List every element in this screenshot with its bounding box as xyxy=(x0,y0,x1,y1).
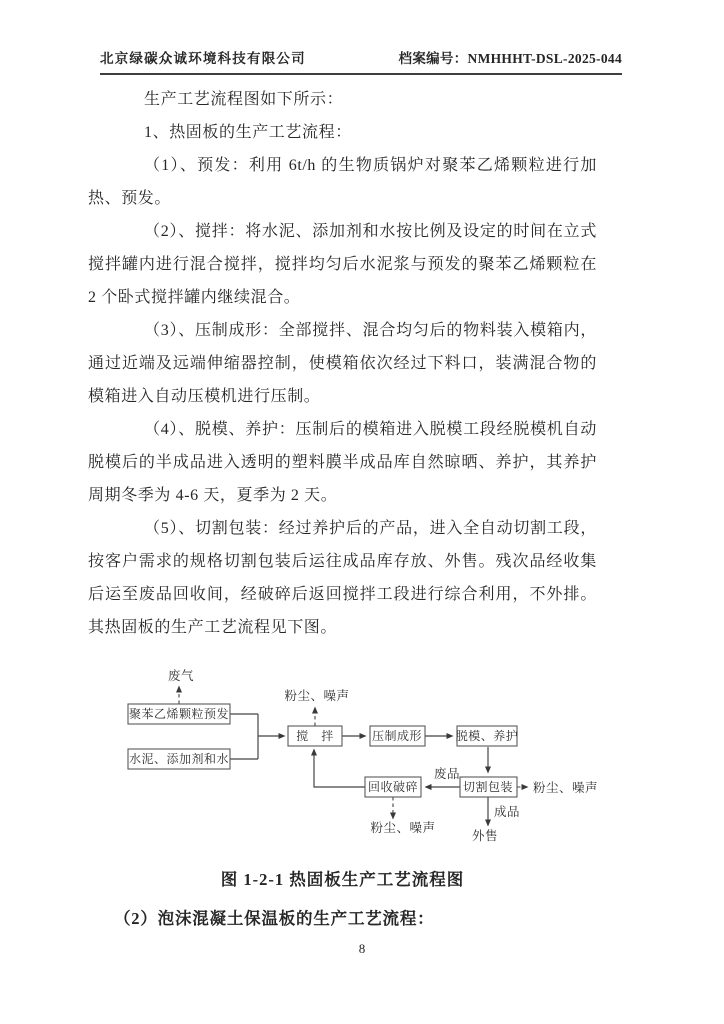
body-paragraph: （5）、切割包装：经过养护后的产品，进入全自动切割工段，按客户需求的规格切割包装后运往成品库存放、外售。残次品经收集后运至废品回收间，经破碎后返回搅拌工段进行综合利用，不外排。其热固板的生产工艺流程见下图。 xyxy=(88,520,597,636)
figure-caption: 图 1-2-1 热固板生产工艺流程图 xyxy=(220,870,465,889)
archive-number-value: NMHHHT-DSL-2025-044 xyxy=(467,51,622,66)
body-paragraph: （4）、脱模、养护：压制后的模箱进入脱模工段经脱模机自动脱模后的半成品进入透明的塑料膜半成品库自然晾晒、养护，其养护周期冬季为 4-6 天，夏季为 2 天。 xyxy=(88,421,597,504)
label-dust-noise-cutting: 粉尘、噪声 xyxy=(533,781,599,795)
section-heading: （2）泡沫混凝土保温板的生产工艺流程： xyxy=(114,909,435,928)
label-dust-noise-recycle: 粉尘、噪声 xyxy=(370,821,436,835)
label-finished-product: 成品 xyxy=(494,805,521,819)
label-waste-gas: 废气 xyxy=(167,669,195,683)
body-paragraph: （3）、压制成形：全部搅拌、混合均匀后的物料装入模箱内，通过近端及远端伸缩器控制，使模箱依次经过下料口，装满混合物的模箱进入自动压模机进行压制。 xyxy=(88,322,597,405)
page-header xyxy=(100,47,622,75)
body-paragraph: 1、热固板的生产工艺流程： xyxy=(144,124,352,141)
flow-box-cement-additive-water-label: 水泥、添加剂和水 xyxy=(128,752,230,766)
flow-box-cement-additive-water xyxy=(128,749,230,769)
process-flow-diagram xyxy=(100,654,640,849)
page-number: 8 xyxy=(358,941,366,956)
flow-box-press-forming-label: 压制成形 xyxy=(371,729,423,743)
company-name: 北京绿碳众诚环境科技有限公司 xyxy=(100,51,306,66)
document-body xyxy=(88,83,597,929)
body-paragraph: 生产工艺流程图如下所示： xyxy=(144,91,344,108)
flow-box-cutting-packing xyxy=(460,777,517,797)
flow-box-demold-curing xyxy=(456,726,519,746)
label-external-sale: 外售 xyxy=(471,829,499,843)
body-paragraph: （2）、搅拌：将水泥、添加剂和水按比例及设定的时间在立式搅拌罐内进行混合搅拌，搅拌均匀后水泥浆与预发的聚苯乙烯颗粒在 2 个卧式搅拌罐内继续混合。 xyxy=(88,223,597,306)
flow-box-pre-expansion-label: 聚苯乙烯颗粒预发 xyxy=(128,707,230,721)
archive-number-label: 档案编号： xyxy=(398,51,468,66)
label-dust-noise-mixing: 粉尘、噪声 xyxy=(284,689,350,703)
flow-box-mixing xyxy=(288,726,342,746)
flow-box-press-forming xyxy=(370,726,425,746)
body-paragraph: （1）、预发：利用 6t/h 的生物质锅炉对聚苯乙烯颗粒进行加热、预发。 xyxy=(88,157,597,207)
flow-box-recycle-crush-label: 回收破碎 xyxy=(367,780,419,794)
label-waste-product: 废品 xyxy=(433,767,461,781)
flow-box-recycle-crush xyxy=(365,777,421,797)
flow-box-mixing-label: 搅 拌 xyxy=(296,729,334,743)
flow-box-cutting-packing-label: 切割包装 xyxy=(462,780,514,794)
archive-number xyxy=(399,47,622,67)
arrow-recycle-to-mixing xyxy=(314,750,365,787)
flow-box-pre-expansion xyxy=(128,704,230,724)
flow-box-demold-curing-label: 脱模、养护 xyxy=(455,729,519,743)
